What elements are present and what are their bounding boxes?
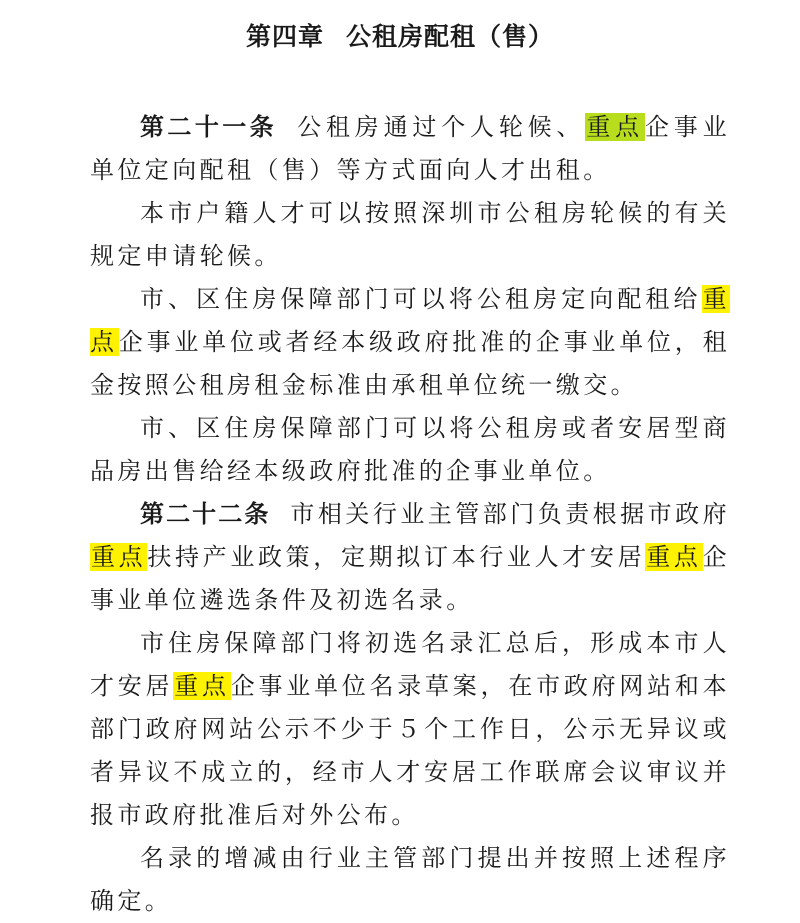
body-paragraph	[90, 622, 730, 837]
text-segment: 企事业单位遴选条件及初选名录。	[90, 543, 730, 614]
text-segment: 公租房通过个人轮候、	[297, 113, 586, 141]
highlighted-keyword-active: 重点	[586, 113, 644, 141]
text-segment: 本市户籍人才可以按照深圳市公租房轮候的有关规定申请轮候。	[90, 199, 730, 270]
text-segment: 市相关行业主管部门负责根据市政府	[290, 500, 731, 528]
article-paragraph	[90, 106, 730, 192]
highlighted-keyword: 重点	[174, 672, 230, 700]
highlighted-keyword: 重点	[91, 543, 147, 571]
article-number: 第二十二条	[140, 500, 271, 528]
chapter-number: 第四章	[245, 22, 324, 51]
body-paragraph	[90, 278, 730, 407]
text-segment: 企事业单位或者经本级政府批准的企事业单位，租金按照公租房租金标准由承租单位统一缴交。	[90, 328, 730, 399]
body-paragraph	[90, 407, 730, 493]
body-paragraph	[90, 192, 730, 278]
text-segment: 市、区住房保障部门可以将公租房定向配租给	[140, 285, 702, 313]
chapter-body	[90, 106, 730, 923]
chapter-title	[0, 20, 800, 54]
text-segment: 扶持产业政策，定期拟订本行业人才安居	[147, 543, 646, 571]
body-paragraph	[90, 837, 730, 923]
text-segment: 企事业单位名录草案，在市政府网站和本部门政府网站公示不少于５个工作日，公示无异议或者异议不成立的，经市人才安居工作联席会议审议并报市政府批准后对外公布。	[90, 672, 730, 829]
article-paragraph	[90, 493, 730, 622]
text-segment: 市、区住房保障部门可以将公租房或者安居型商品房出售给经本级政府批准的企事业单位。	[90, 414, 730, 485]
text-segment: 企事业单位定向配租（售）等方式面向人才出租。	[90, 113, 730, 184]
highlighted-keyword: 重点	[90, 285, 730, 356]
highlighted-keyword: 重点	[646, 543, 702, 571]
article-number: 第二十一条	[140, 113, 278, 141]
text-segment: 名录的增减由行业主管部门提出并按照上述程序确定。	[90, 844, 730, 915]
chapter-name: 公租房配租（售）	[346, 22, 555, 51]
text-segment: 市住房保障部门将初选名录汇总后，形成本市人才安居	[90, 629, 730, 700]
